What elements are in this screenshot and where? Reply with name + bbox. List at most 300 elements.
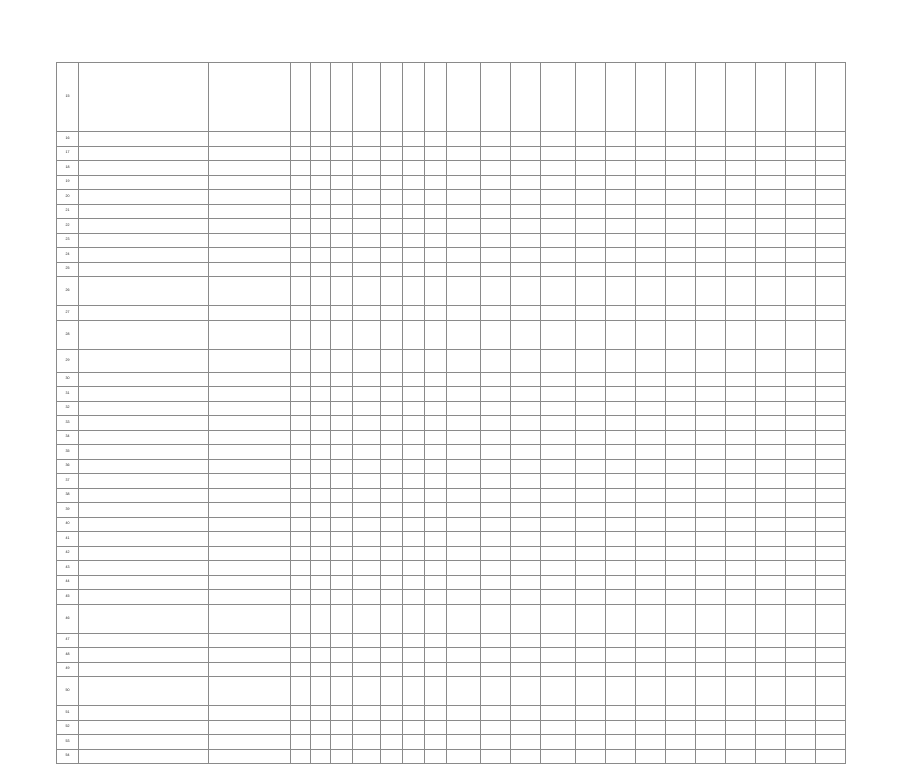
table-cell	[447, 204, 481, 219]
table-cell	[291, 749, 311, 764]
table-cell	[403, 175, 425, 190]
table-cell	[209, 488, 291, 503]
table-cell	[665, 648, 695, 663]
table-cell	[815, 320, 845, 349]
table-cell	[635, 749, 665, 764]
row-number-cell: 24	[57, 248, 79, 263]
table-cell	[575, 204, 605, 219]
table-cell	[425, 306, 447, 321]
table-cell	[381, 63, 403, 132]
table-cell	[815, 633, 845, 648]
table-cell	[447, 474, 481, 489]
table-cell	[331, 349, 353, 372]
table-cell	[511, 735, 541, 750]
table-cell	[353, 517, 381, 532]
table-cell	[331, 175, 353, 190]
table-cell	[695, 517, 725, 532]
table-cell	[511, 161, 541, 176]
table-cell	[665, 532, 695, 547]
table-cell	[815, 532, 845, 547]
row-number-cell: 47	[57, 633, 79, 648]
table-cell	[511, 575, 541, 590]
table-cell	[481, 204, 511, 219]
table-cell	[665, 662, 695, 677]
row-number-cell: 39	[57, 503, 79, 518]
table-cell	[575, 503, 605, 518]
table-cell	[481, 662, 511, 677]
table-cell	[425, 372, 447, 387]
table-cell	[447, 132, 481, 147]
table-cell	[725, 430, 755, 445]
table-cell	[511, 132, 541, 147]
table-cell	[353, 277, 381, 306]
table-cell	[755, 262, 785, 277]
table-cell	[605, 320, 635, 349]
table-cell	[481, 233, 511, 248]
table-cell	[511, 63, 541, 132]
table-cell	[353, 63, 381, 132]
table-cell	[665, 517, 695, 532]
table-cell	[447, 633, 481, 648]
table-cell	[425, 277, 447, 306]
table-cell	[695, 349, 725, 372]
table-cell	[785, 546, 815, 561]
table-cell	[605, 633, 635, 648]
table-cell	[815, 416, 845, 431]
table-cell	[209, 517, 291, 532]
table-cell	[725, 306, 755, 321]
table-cell	[575, 517, 605, 532]
table-cell	[605, 735, 635, 750]
table-cell	[353, 662, 381, 677]
table-cell	[695, 677, 725, 706]
table-cell	[481, 474, 511, 489]
table-cell	[755, 277, 785, 306]
table-cell	[605, 459, 635, 474]
table-cell	[481, 132, 511, 147]
row-number-cell: 19	[57, 175, 79, 190]
table-cell	[815, 590, 845, 605]
table-cell	[575, 633, 605, 648]
table-cell	[665, 488, 695, 503]
table-cell	[815, 459, 845, 474]
table-cell	[665, 706, 695, 721]
table-cell	[605, 401, 635, 416]
table-cell	[575, 349, 605, 372]
table-cell	[785, 532, 815, 547]
table-cell	[695, 161, 725, 176]
table-cell	[575, 604, 605, 633]
table-cell	[425, 662, 447, 677]
table-cell	[331, 662, 353, 677]
table-cell	[311, 706, 331, 721]
table-cell	[481, 517, 511, 532]
table-cell	[665, 204, 695, 219]
table-cell	[311, 474, 331, 489]
table-cell	[815, 706, 845, 721]
table-cell	[403, 662, 425, 677]
table-row	[57, 63, 846, 132]
table-cell	[447, 233, 481, 248]
table-cell	[403, 749, 425, 764]
table-cell	[815, 445, 845, 460]
table-cell	[665, 677, 695, 706]
table-cell	[815, 720, 845, 735]
table-cell	[635, 604, 665, 633]
table-cell	[331, 277, 353, 306]
table-cell	[785, 662, 815, 677]
table-cell	[541, 372, 575, 387]
table-cell	[695, 233, 725, 248]
table-cell	[785, 372, 815, 387]
table-cell	[635, 706, 665, 721]
table-cell	[425, 488, 447, 503]
table-cell	[425, 320, 447, 349]
table-cell	[755, 561, 785, 576]
table-cell	[79, 445, 209, 460]
table-row	[57, 401, 846, 416]
table-cell	[447, 749, 481, 764]
table-cell	[381, 146, 403, 161]
table-cell	[403, 561, 425, 576]
table-cell	[79, 604, 209, 633]
table-cell	[481, 416, 511, 431]
table-cell	[605, 372, 635, 387]
table-cell	[755, 430, 785, 445]
table-cell	[79, 749, 209, 764]
table-cell	[291, 416, 311, 431]
table-cell	[291, 532, 311, 547]
table-cell	[79, 488, 209, 503]
table-cell	[481, 430, 511, 445]
row-number-cell: 53	[57, 735, 79, 750]
table-cell	[575, 248, 605, 263]
table-cell	[447, 372, 481, 387]
table-cell	[447, 219, 481, 234]
data-table	[56, 62, 846, 764]
table-cell	[605, 706, 635, 721]
row-number-cell: 34	[57, 430, 79, 445]
table-cell	[381, 233, 403, 248]
table-cell	[381, 262, 403, 277]
table-cell	[725, 575, 755, 590]
table-cell	[311, 561, 331, 576]
table-cell	[291, 720, 311, 735]
row-number-cell: 41	[57, 532, 79, 547]
table-cell	[79, 575, 209, 590]
table-cell	[481, 401, 511, 416]
table-cell	[425, 503, 447, 518]
table-cell	[695, 320, 725, 349]
table-cell	[353, 648, 381, 663]
table-cell	[695, 401, 725, 416]
table-cell	[331, 416, 353, 431]
table-cell	[575, 161, 605, 176]
table-cell	[353, 633, 381, 648]
table-cell	[353, 387, 381, 402]
table-cell	[209, 735, 291, 750]
table-cell	[353, 474, 381, 489]
table-cell	[695, 204, 725, 219]
table-cell	[511, 430, 541, 445]
table-cell	[695, 488, 725, 503]
table-cell	[331, 720, 353, 735]
table-cell	[209, 662, 291, 677]
table-cell	[575, 720, 605, 735]
table-cell	[785, 161, 815, 176]
table-cell	[403, 706, 425, 721]
table-cell	[665, 720, 695, 735]
table-cell	[575, 662, 605, 677]
table-cell	[755, 749, 785, 764]
table-cell	[665, 219, 695, 234]
table-cell	[79, 677, 209, 706]
table-cell	[291, 503, 311, 518]
table-cell	[481, 546, 511, 561]
table-cell	[541, 590, 575, 605]
table-cell	[511, 459, 541, 474]
table-cell	[403, 720, 425, 735]
table-cell	[353, 248, 381, 263]
table-cell	[785, 306, 815, 321]
table-cell	[381, 517, 403, 532]
table-cell	[725, 706, 755, 721]
table-cell	[353, 590, 381, 605]
table-cell	[291, 474, 311, 489]
table-cell	[605, 445, 635, 460]
table-row	[57, 146, 846, 161]
table-cell	[755, 488, 785, 503]
table-cell	[311, 372, 331, 387]
table-cell	[403, 190, 425, 205]
table-cell	[605, 488, 635, 503]
table-cell	[79, 175, 209, 190]
table-cell	[209, 561, 291, 576]
table-cell	[511, 262, 541, 277]
table-cell	[353, 233, 381, 248]
table-cell	[447, 387, 481, 402]
table-cell	[311, 63, 331, 132]
table-row	[57, 248, 846, 263]
table-cell	[575, 219, 605, 234]
table-cell	[481, 532, 511, 547]
table-cell	[79, 146, 209, 161]
table-cell	[815, 175, 845, 190]
table-cell	[425, 262, 447, 277]
table-cell	[665, 277, 695, 306]
table-cell	[605, 430, 635, 445]
table-cell	[755, 175, 785, 190]
table-cell	[331, 445, 353, 460]
table-cell	[755, 219, 785, 234]
table-cell	[403, 430, 425, 445]
table-cell	[79, 662, 209, 677]
table-cell	[695, 175, 725, 190]
table-row	[57, 320, 846, 349]
table-cell	[447, 146, 481, 161]
table-cell	[541, 190, 575, 205]
table-cell	[785, 720, 815, 735]
table-cell	[331, 459, 353, 474]
table-cell	[605, 590, 635, 605]
table-cell	[725, 190, 755, 205]
table-cell	[209, 575, 291, 590]
table-cell	[381, 445, 403, 460]
table-cell	[695, 532, 725, 547]
table-cell	[481, 248, 511, 263]
table-cell	[511, 445, 541, 460]
table-cell	[665, 430, 695, 445]
table-cell	[403, 277, 425, 306]
table-cell	[403, 459, 425, 474]
table-cell	[785, 190, 815, 205]
table-cell	[695, 474, 725, 489]
table-cell	[605, 277, 635, 306]
table-cell	[541, 604, 575, 633]
row-number-cell: 23	[57, 233, 79, 248]
table-cell	[695, 306, 725, 321]
table-cell	[725, 459, 755, 474]
table-cell	[725, 590, 755, 605]
table-cell	[311, 233, 331, 248]
table-cell	[331, 387, 353, 402]
table-cell	[209, 349, 291, 372]
table-cell	[635, 248, 665, 263]
table-cell	[291, 190, 311, 205]
table-cell	[331, 575, 353, 590]
table-cell	[605, 387, 635, 402]
table-row	[57, 204, 846, 219]
table-cell	[665, 749, 695, 764]
table-cell	[635, 401, 665, 416]
row-number-cell: 27	[57, 306, 79, 321]
table-cell	[447, 175, 481, 190]
table-cell	[311, 204, 331, 219]
table-cell	[331, 233, 353, 248]
table-cell	[447, 401, 481, 416]
row-number-cell: 52	[57, 720, 79, 735]
row-number-cell: 25	[57, 262, 79, 277]
table-cell	[511, 387, 541, 402]
table-row	[57, 633, 846, 648]
table-cell	[403, 517, 425, 532]
table-cell	[815, 677, 845, 706]
table-cell	[665, 161, 695, 176]
table-cell	[381, 320, 403, 349]
row-number-cell: 35	[57, 445, 79, 460]
table-cell	[635, 735, 665, 750]
table-cell	[635, 633, 665, 648]
table-cell	[79, 306, 209, 321]
table-cell	[635, 474, 665, 489]
table-cell	[665, 248, 695, 263]
table-cell	[635, 277, 665, 306]
table-cell	[353, 372, 381, 387]
table-cell	[481, 387, 511, 402]
table-cell	[331, 190, 353, 205]
table-cell	[605, 416, 635, 431]
table-cell	[785, 735, 815, 750]
table-cell	[381, 401, 403, 416]
table-cell	[635, 63, 665, 132]
table-cell	[331, 648, 353, 663]
table-cell	[605, 662, 635, 677]
table-cell	[481, 590, 511, 605]
table-cell	[353, 749, 381, 764]
table-cell	[511, 561, 541, 576]
table-cell	[381, 349, 403, 372]
table-cell	[331, 633, 353, 648]
table-cell	[447, 677, 481, 706]
table-cell	[481, 320, 511, 349]
table-cell	[815, 132, 845, 147]
table-cell	[541, 146, 575, 161]
table-cell	[353, 735, 381, 750]
table-cell	[725, 749, 755, 764]
table-row	[57, 190, 846, 205]
row-number-cell: 32	[57, 401, 79, 416]
table-cell	[381, 575, 403, 590]
table-cell	[481, 604, 511, 633]
table-row	[57, 720, 846, 735]
table-cell	[481, 175, 511, 190]
table-cell	[447, 735, 481, 750]
table-cell	[755, 532, 785, 547]
table-cell	[447, 662, 481, 677]
table-cell	[575, 648, 605, 663]
table-cell	[447, 459, 481, 474]
table-cell	[353, 546, 381, 561]
table-cell	[447, 561, 481, 576]
table-cell	[755, 503, 785, 518]
table-cell	[635, 546, 665, 561]
table-cell	[291, 387, 311, 402]
table-cell	[635, 517, 665, 532]
table-cell	[541, 735, 575, 750]
table-cell	[605, 233, 635, 248]
table-cell	[755, 517, 785, 532]
table-cell	[695, 706, 725, 721]
table-cell	[481, 262, 511, 277]
table-cell	[447, 248, 481, 263]
table-cell	[725, 546, 755, 561]
table-cell	[785, 474, 815, 489]
table-cell	[541, 749, 575, 764]
table-cell	[665, 590, 695, 605]
table-cell	[353, 190, 381, 205]
table-cell	[481, 749, 511, 764]
table-cell	[481, 720, 511, 735]
table-cell	[79, 277, 209, 306]
table-cell	[665, 320, 695, 349]
table-cell	[79, 248, 209, 263]
table-cell	[755, 132, 785, 147]
table-row	[57, 416, 846, 431]
table-cell	[353, 320, 381, 349]
table-row	[57, 735, 846, 750]
table-cell	[665, 561, 695, 576]
table-cell	[381, 190, 403, 205]
table-cell	[291, 546, 311, 561]
table-cell	[209, 320, 291, 349]
table-cell	[381, 430, 403, 445]
table-cell	[725, 248, 755, 263]
table-cell	[291, 233, 311, 248]
table-cell	[755, 320, 785, 349]
table-cell	[403, 248, 425, 263]
table-cell	[665, 503, 695, 518]
table-cell	[331, 474, 353, 489]
